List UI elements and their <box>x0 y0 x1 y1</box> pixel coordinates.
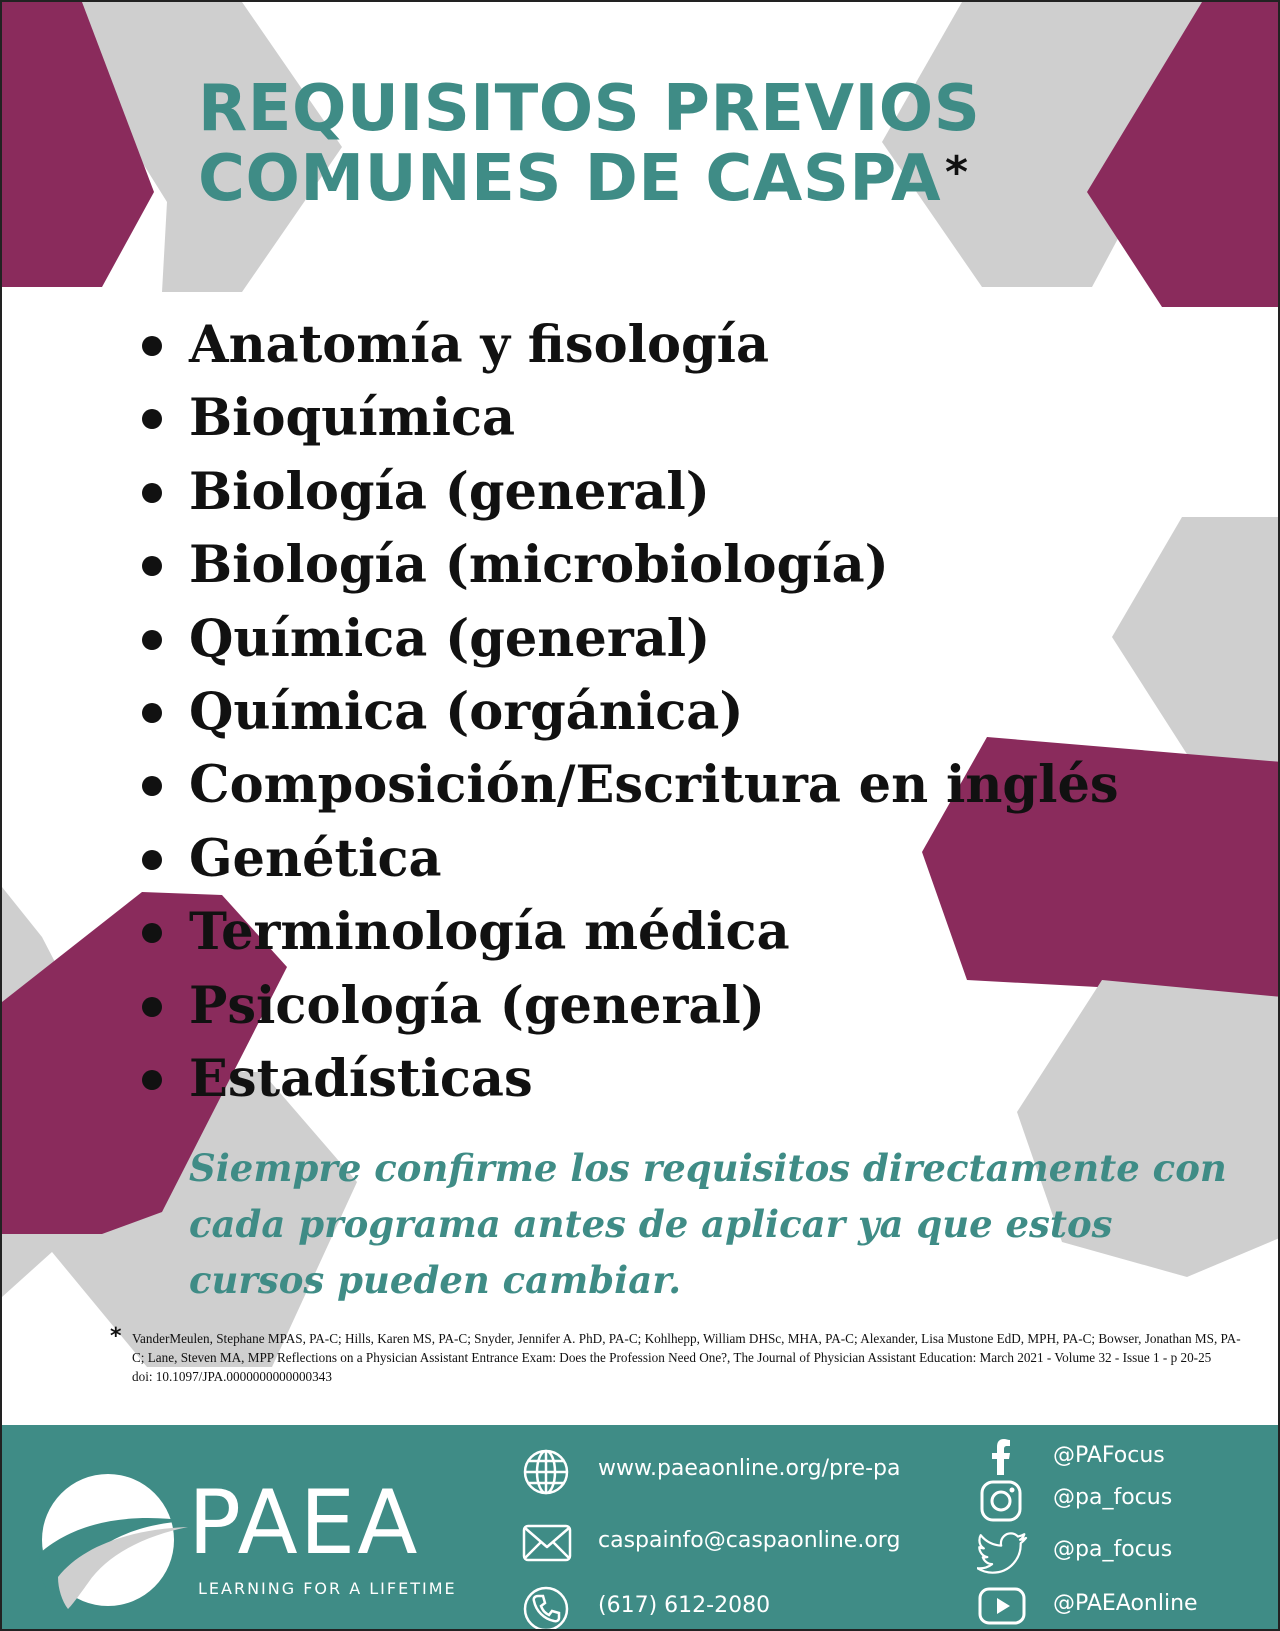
requirement-item <box>142 382 1119 455</box>
title-line-1: REQUISITOS PREVIOS <box>198 72 981 146</box>
footnote-marker: * <box>110 1324 122 1349</box>
page-title <box>198 74 980 214</box>
requirement-item <box>142 603 1119 676</box>
footnote <box>110 1324 1250 1386</box>
requirement-label: Estadísticas <box>189 1048 533 1109</box>
requirement-label: Anatomía y fisología <box>189 315 770 375</box>
requirement-label: Composición/Escritura en inglés <box>189 755 1119 816</box>
requirement-item <box>142 749 1119 822</box>
requirement-item <box>142 823 1119 896</box>
facebook-icon <box>977 1437 1025 1477</box>
twitter-handle[interactable]: @pa_focus <box>1053 1537 1173 1562</box>
phone-link[interactable]: (617) 612-2080 <box>598 1593 771 1618</box>
title-asterisk: * <box>944 147 969 198</box>
requirement-item <box>142 529 1119 602</box>
facebook-handle[interactable]: @PAFocus <box>1053 1443 1165 1468</box>
footer-bar <box>2 1425 1280 1631</box>
requirement-label: Biología (general) <box>189 461 710 522</box>
requirement-label: Psicología (general) <box>189 975 765 1036</box>
website-link[interactable]: www.paeaonline.org/pre-pa <box>598 1456 901 1481</box>
email-link[interactable]: caspainfo@caspaonline.org <box>598 1528 901 1553</box>
requirement-item <box>142 676 1119 749</box>
globe-icon <box>522 1448 570 1496</box>
envelope-icon <box>522 1520 572 1568</box>
logo-tagline: LEARNING FOR A LIFETIME <box>198 1579 457 1598</box>
bullet-icon <box>142 923 162 943</box>
requirement-item <box>142 970 1119 1043</box>
youtube-icon <box>977 1585 1027 1627</box>
bullet-icon <box>142 776 162 796</box>
bullet-icon <box>142 630 162 650</box>
instagram-handle[interactable]: @pa_focus <box>1053 1485 1173 1510</box>
bullet-icon <box>142 483 162 503</box>
youtube-handle[interactable]: @PAEAonline <box>1053 1591 1198 1616</box>
requirement-label: Biología (microbiología) <box>189 535 889 596</box>
paea-swoosh-icon <box>38 1465 188 1615</box>
confirmation-note: Siempre confirme los requisitos directamente con cada programa antes de aplicar ya que estos cursos pueden cambiar. <box>189 1146 1227 1302</box>
title-line-2 <box>198 144 980 214</box>
requirement-item <box>142 309 1119 382</box>
footnote-doi: doi: 10.1097/JPA.0000000000000343 <box>132 1369 332 1384</box>
requirement-item <box>142 1043 1119 1116</box>
footnote-citation: VanderMeulen, Stephane MPAS, PA-C; Hills, Karen MS, PA-C; Snyder, Jennifer A. PhD, PA-C; Kohlhepp, William DHSc, MHA, PA-C; Alexander, Lisa Mustone EdD, MPH, PA-C; Bowser, Jonathan MS, PA-C; Lane, Steven MA, MPP Reflections on a Physician Assistant Entrance Exam: Does the Profession Need One?, The Journal of Physician Assistant Education: March 2021 - Volume 32 - Issue 1 - p 20-25 <box>132 1331 1241 1365</box>
requirement-label: Bioquímica <box>189 388 516 449</box>
bullet-icon <box>142 336 162 356</box>
title-line-2-text: COMUNES DE CASPA <box>198 142 941 216</box>
bullet-icon <box>142 703 162 723</box>
bullet-icon <box>142 1070 162 1090</box>
bullet-icon <box>142 997 162 1017</box>
requirements-list <box>142 309 1119 1116</box>
requirement-label: Química (general) <box>189 608 711 669</box>
paea-logo <box>38 1465 518 1615</box>
twitter-icon <box>977 1531 1029 1575</box>
requirement-label: Terminología médica <box>189 902 790 963</box>
phone-icon <box>522 1585 570 1631</box>
requirement-item <box>142 896 1119 969</box>
requirement-item <box>142 456 1119 529</box>
bullet-icon <box>142 409 162 429</box>
gray-hexagon-right-middle <box>1112 517 1280 762</box>
bullet-icon <box>142 556 162 576</box>
bullet-icon <box>142 850 162 870</box>
requirement-label: Química (orgánica) <box>189 681 744 742</box>
logo-wordmark: PAEA <box>188 1471 420 1574</box>
instagram-icon <box>977 1479 1025 1523</box>
requirement-label: Genética <box>189 828 442 889</box>
